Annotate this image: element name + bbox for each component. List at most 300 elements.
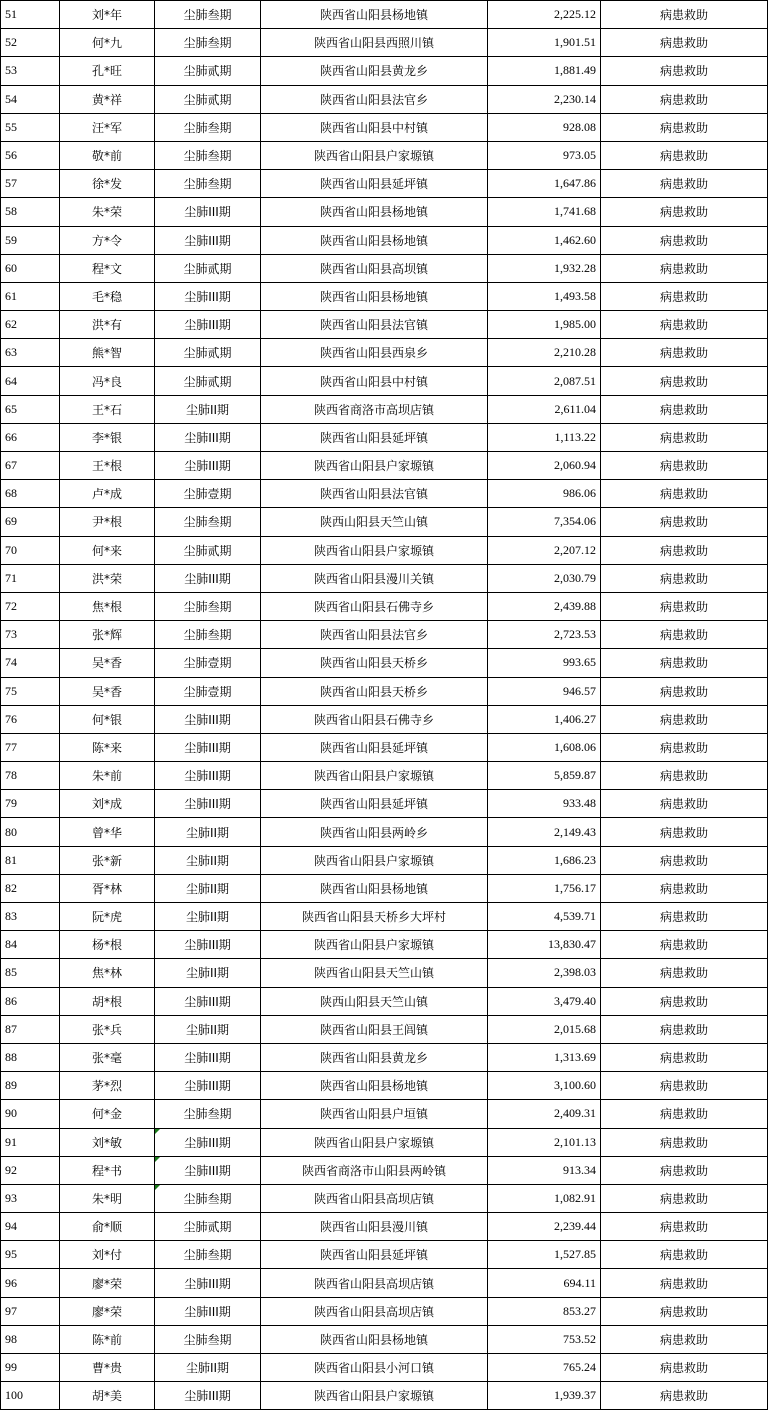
assistance-type-cell: 病患救助 xyxy=(601,959,768,987)
amount-cell: 853.27 xyxy=(488,1297,601,1325)
disease-stage-cell: 尘肺III期 xyxy=(155,423,261,451)
row-number-cell: 57 xyxy=(1,170,60,198)
assistance-type-cell: 病患救助 xyxy=(601,621,768,649)
disease-stage-cell: 尘肺III期 xyxy=(155,1297,261,1325)
patient-name-cell: 朱*荣 xyxy=(60,198,155,226)
row-number-cell: 59 xyxy=(1,226,60,254)
patient-name-cell: 何*银 xyxy=(60,705,155,733)
disease-stage-cell: 尘肺叁期 xyxy=(155,113,261,141)
disease-stage-cell: 尘肺III期 xyxy=(155,705,261,733)
row-number-cell: 95 xyxy=(1,1241,60,1269)
assistance-type-cell: 病患救助 xyxy=(601,1128,768,1156)
table-row xyxy=(1,311,768,339)
disease-stage-cell: 尘肺III期 xyxy=(155,1269,261,1297)
disease-stage-cell: 尘肺III期 xyxy=(155,987,261,1015)
patient-name-cell: 方*令 xyxy=(60,226,155,254)
amount-cell: 2,087.51 xyxy=(488,367,601,395)
patient-name-cell: 孔*旺 xyxy=(60,57,155,85)
amount-cell: 933.48 xyxy=(488,790,601,818)
disease-stage-cell: 尘肺III期 xyxy=(155,931,261,959)
row-number-cell: 99 xyxy=(1,1354,60,1382)
table-row xyxy=(1,677,768,705)
amount-cell: 993.65 xyxy=(488,649,601,677)
disease-stage-cell: 尘肺III期 xyxy=(155,1072,261,1100)
table-row xyxy=(1,1,768,29)
disease-stage-cell: 尘肺II期 xyxy=(155,846,261,874)
table-row xyxy=(1,762,768,790)
disease-stage-cell: 尘肺III期 xyxy=(155,1043,261,1071)
amount-cell: 4,539.71 xyxy=(488,903,601,931)
table-row xyxy=(1,508,768,536)
disease-stage-cell: 尘肺叁期 xyxy=(155,621,261,649)
row-number-cell: 80 xyxy=(1,818,60,846)
row-number-cell: 87 xyxy=(1,1015,60,1043)
patient-name-cell: 阮*虎 xyxy=(60,903,155,931)
assistance-type-cell: 病患救助 xyxy=(601,29,768,57)
row-number-cell: 77 xyxy=(1,733,60,761)
address-cell: 陕西省山阳县高坝镇 xyxy=(261,254,488,282)
disease-stage-cell: 尘肺叁期 xyxy=(155,170,261,198)
patient-name-cell: 王*根 xyxy=(60,452,155,480)
address-cell: 陕西省山阳县天桥乡大坪村 xyxy=(261,903,488,931)
table-row xyxy=(1,480,768,508)
address-cell: 陕西省山阳县两岭乡 xyxy=(261,818,488,846)
table-row xyxy=(1,1354,768,1382)
patient-name-cell: 杨*根 xyxy=(60,931,155,959)
amount-cell: 1,406.27 xyxy=(488,705,601,733)
table-row xyxy=(1,1184,768,1212)
address-cell: 陕西省山阳县杨地镇 xyxy=(261,198,488,226)
row-number-cell: 93 xyxy=(1,1184,60,1212)
address-cell: 陕西省山阳县延坪镇 xyxy=(261,1241,488,1269)
address-cell: 陕西省山阳县中村镇 xyxy=(261,113,488,141)
row-number-cell: 75 xyxy=(1,677,60,705)
address-cell: 陕西省山阳县西照川镇 xyxy=(261,29,488,57)
assistance-type-cell: 病患救助 xyxy=(601,1043,768,1071)
disease-stage-cell: 尘肺叁期 xyxy=(155,1241,261,1269)
disease-stage-cell: 尘肺贰期 xyxy=(155,1213,261,1241)
assistance-type-cell: 病患救助 xyxy=(601,1156,768,1184)
row-number-cell: 54 xyxy=(1,85,60,113)
table-row xyxy=(1,874,768,902)
row-number-cell: 65 xyxy=(1,395,60,423)
address-cell: 陕西省山阳县石佛寺乡 xyxy=(261,592,488,620)
row-number-cell: 61 xyxy=(1,282,60,310)
amount-cell: 1,493.58 xyxy=(488,282,601,310)
row-number-cell: 86 xyxy=(1,987,60,1015)
row-number-cell: 89 xyxy=(1,1072,60,1100)
row-number-cell: 62 xyxy=(1,311,60,339)
address-cell: 陕西山阳县天竺山镇 xyxy=(261,508,488,536)
amount-cell: 1,686.23 xyxy=(488,846,601,874)
address-cell: 陕西省山阳县石佛寺乡 xyxy=(261,705,488,733)
disease-stage-cell: 尘肺III期 xyxy=(155,790,261,818)
row-number-cell: 88 xyxy=(1,1043,60,1071)
address-cell: 陕西省山阳县漫川镇 xyxy=(261,1213,488,1241)
assistance-type-cell: 病患救助 xyxy=(601,198,768,226)
table-row xyxy=(1,1213,768,1241)
patient-name-cell: 何*来 xyxy=(60,536,155,564)
row-number-cell: 97 xyxy=(1,1297,60,1325)
row-number-cell: 100 xyxy=(1,1382,60,1410)
amount-cell: 1,462.60 xyxy=(488,226,601,254)
assistance-type-cell: 病患救助 xyxy=(601,85,768,113)
table-row xyxy=(1,423,768,451)
disease-stage-cell: 尘肺壹期 xyxy=(155,677,261,705)
patient-name-cell: 焦*根 xyxy=(60,592,155,620)
disease-stage-cell: 尘肺贰期 xyxy=(155,254,261,282)
disease-stage-cell: 尘肺贰期 xyxy=(155,367,261,395)
patient-name-cell: 陈*前 xyxy=(60,1325,155,1353)
patient-name-cell: 汪*军 xyxy=(60,113,155,141)
assistance-type-cell: 病患救助 xyxy=(601,113,768,141)
amount-cell: 928.08 xyxy=(488,113,601,141)
address-cell: 陕西省山阳县法官镇 xyxy=(261,480,488,508)
amount-cell: 2,060.94 xyxy=(488,452,601,480)
table-body xyxy=(1,1,768,1410)
assistance-type-cell: 病患救助 xyxy=(601,762,768,790)
row-number-cell: 90 xyxy=(1,1100,60,1128)
patient-name-cell: 廖*荣 xyxy=(60,1297,155,1325)
row-number-cell: 64 xyxy=(1,367,60,395)
address-cell: 陕西省山阳县高坝店镇 xyxy=(261,1184,488,1212)
table-row xyxy=(1,1072,768,1100)
disease-stage-cell: 尘肺III期 xyxy=(155,564,261,592)
amount-cell: 1,608.06 xyxy=(488,733,601,761)
row-number-cell: 67 xyxy=(1,452,60,480)
row-number-cell: 79 xyxy=(1,790,60,818)
amount-cell: 1,647.86 xyxy=(488,170,601,198)
patient-name-cell: 张*兵 xyxy=(60,1015,155,1043)
table-row xyxy=(1,367,768,395)
address-cell: 陕西省山阳县延坪镇 xyxy=(261,170,488,198)
address-cell: 陕西省山阳县王闾镇 xyxy=(261,1015,488,1043)
table-row xyxy=(1,536,768,564)
patient-name-cell: 王*石 xyxy=(60,395,155,423)
disease-stage-cell: 尘肺III期 xyxy=(155,198,261,226)
row-number-cell: 63 xyxy=(1,339,60,367)
amount-cell: 1,741.68 xyxy=(488,198,601,226)
table-row xyxy=(1,452,768,480)
patient-name-cell: 尹*根 xyxy=(60,508,155,536)
assistance-type-cell: 病患救助 xyxy=(601,931,768,959)
row-number-cell: 78 xyxy=(1,762,60,790)
assistance-type-cell: 病患救助 xyxy=(601,536,768,564)
amount-cell: 973.05 xyxy=(488,141,601,169)
amount-cell: 3,479.40 xyxy=(488,987,601,1015)
assistance-type-cell: 病患救助 xyxy=(601,1354,768,1382)
assistance-type-cell: 病患救助 xyxy=(601,1,768,29)
address-cell: 陕西省山阳县天桥乡 xyxy=(261,649,488,677)
disease-stage-cell: 尘肺III期 xyxy=(155,452,261,480)
assistance-type-cell: 病患救助 xyxy=(601,733,768,761)
assistance-type-cell: 病患救助 xyxy=(601,677,768,705)
table-row xyxy=(1,1269,768,1297)
assistance-type-cell: 病患救助 xyxy=(601,1213,768,1241)
disease-stage-cell: 尘肺贰期 xyxy=(155,85,261,113)
disease-stage-cell: 尘肺叁期 xyxy=(155,592,261,620)
assistance-type-cell: 病患救助 xyxy=(601,395,768,423)
amount-cell: 13,830.47 xyxy=(488,931,601,959)
amount-cell: 2,409.31 xyxy=(488,1100,601,1128)
address-cell: 陕西省山阳县户家塬镇 xyxy=(261,762,488,790)
row-number-cell: 92 xyxy=(1,1156,60,1184)
table-row xyxy=(1,282,768,310)
assistance-type-cell: 病患救助 xyxy=(601,818,768,846)
table-row xyxy=(1,339,768,367)
table-row xyxy=(1,254,768,282)
disease-stage-cell: 尘肺叁期 xyxy=(155,141,261,169)
amount-cell: 1,881.49 xyxy=(488,57,601,85)
disease-stage-cell: 尘肺叁期 xyxy=(155,1325,261,1353)
address-cell: 陕西省山阳县杨地镇 xyxy=(261,226,488,254)
assistance-type-cell: 病患救助 xyxy=(601,282,768,310)
table-row xyxy=(1,29,768,57)
table-row xyxy=(1,113,768,141)
patient-name-cell: 洪*有 xyxy=(60,311,155,339)
patient-name-cell: 俞*顺 xyxy=(60,1213,155,1241)
disease-stage-cell: 尘肺壹期 xyxy=(155,480,261,508)
patient-name-cell: 张*辉 xyxy=(60,621,155,649)
assistance-type-cell: 病患救助 xyxy=(601,1297,768,1325)
address-cell: 陕西省山阳县高坝店镇 xyxy=(261,1297,488,1325)
patient-name-cell: 程*文 xyxy=(60,254,155,282)
row-number-cell: 73 xyxy=(1,621,60,649)
patient-name-cell: 吴*香 xyxy=(60,677,155,705)
disease-stage-cell: 尘肺II期 xyxy=(155,395,261,423)
patient-name-cell: 曹*贵 xyxy=(60,1354,155,1382)
address-cell: 陕西省山阳县杨地镇 xyxy=(261,1325,488,1353)
address-cell: 陕西省山阳县西泉乡 xyxy=(261,339,488,367)
table-row xyxy=(1,1128,768,1156)
amount-cell: 1,082.91 xyxy=(488,1184,601,1212)
disease-stage-cell: 尘肺贰期 xyxy=(155,536,261,564)
amount-cell: 1,527.85 xyxy=(488,1241,601,1269)
patient-name-cell: 曾*华 xyxy=(60,818,155,846)
assistance-type-cell: 病患救助 xyxy=(601,1241,768,1269)
patient-name-cell: 何*九 xyxy=(60,29,155,57)
patient-name-cell: 程*书 xyxy=(60,1156,155,1184)
table-row xyxy=(1,1382,768,1410)
address-cell: 陕西省山阳县法官乡 xyxy=(261,621,488,649)
table-row xyxy=(1,226,768,254)
row-number-cell: 74 xyxy=(1,649,60,677)
amount-cell: 2,149.43 xyxy=(488,818,601,846)
patient-name-cell: 刘*年 xyxy=(60,1,155,29)
row-number-cell: 96 xyxy=(1,1269,60,1297)
patient-name-cell: 廖*荣 xyxy=(60,1269,155,1297)
assistance-type-cell: 病患救助 xyxy=(601,1325,768,1353)
patient-name-cell: 刘*敏 xyxy=(60,1128,155,1156)
patient-name-cell: 焦*林 xyxy=(60,959,155,987)
table-row xyxy=(1,198,768,226)
disease-stage-cell: 尘肺III期 xyxy=(155,1128,261,1156)
patient-name-cell: 刘*付 xyxy=(60,1241,155,1269)
assistance-type-cell: 病患救助 xyxy=(601,367,768,395)
assistance-type-cell: 病患救助 xyxy=(601,1015,768,1043)
table-row xyxy=(1,818,768,846)
amount-cell: 694.11 xyxy=(488,1269,601,1297)
assistance-type-cell: 病患救助 xyxy=(601,339,768,367)
table-row xyxy=(1,705,768,733)
amount-cell: 3,100.60 xyxy=(488,1072,601,1100)
assistance-type-cell: 病患救助 xyxy=(601,1184,768,1212)
patient-name-cell: 胥*林 xyxy=(60,874,155,902)
address-cell: 陕西省山阳县户家塬镇 xyxy=(261,141,488,169)
amount-cell: 753.52 xyxy=(488,1325,601,1353)
table-row xyxy=(1,733,768,761)
patient-name-cell: 李*银 xyxy=(60,423,155,451)
assistance-type-cell: 病患救助 xyxy=(601,1072,768,1100)
amount-cell: 7,354.06 xyxy=(488,508,601,536)
assistance-type-cell: 病患救助 xyxy=(601,790,768,818)
assistance-type-cell: 病患救助 xyxy=(601,311,768,339)
row-number-cell: 51 xyxy=(1,1,60,29)
disease-stage-cell: 尘肺III期 xyxy=(155,733,261,761)
table-row xyxy=(1,931,768,959)
assistance-type-cell: 病患救助 xyxy=(601,1269,768,1297)
row-number-cell: 68 xyxy=(1,480,60,508)
amount-cell: 1,113.22 xyxy=(488,423,601,451)
disease-stage-cell: 尘肺II期 xyxy=(155,1354,261,1382)
row-number-cell: 81 xyxy=(1,846,60,874)
row-number-cell: 76 xyxy=(1,705,60,733)
patient-name-cell: 洪*荣 xyxy=(60,564,155,592)
amount-cell: 2,439.88 xyxy=(488,592,601,620)
address-cell: 陕西省山阳县延坪镇 xyxy=(261,423,488,451)
amount-cell: 1,932.28 xyxy=(488,254,601,282)
table-row xyxy=(1,987,768,1015)
disease-stage-cell: 尘肺贰期 xyxy=(155,57,261,85)
patient-name-cell: 朱*前 xyxy=(60,762,155,790)
table-row xyxy=(1,57,768,85)
disease-stage-cell: 尘肺III期 xyxy=(155,1156,261,1184)
table-row xyxy=(1,1043,768,1071)
address-cell: 陕西省山阳县高坝店镇 xyxy=(261,1269,488,1297)
address-cell: 陕西省山阳县延坪镇 xyxy=(261,733,488,761)
amount-cell: 2,225.12 xyxy=(488,1,601,29)
row-number-cell: 83 xyxy=(1,903,60,931)
patient-name-cell: 卢*成 xyxy=(60,480,155,508)
address-cell: 陕西省山阳县杨地镇 xyxy=(261,1072,488,1100)
row-number-cell: 98 xyxy=(1,1325,60,1353)
assistance-type-cell: 病患救助 xyxy=(601,649,768,677)
amount-cell: 2,030.79 xyxy=(488,564,601,592)
amount-cell: 2,239.44 xyxy=(488,1213,601,1241)
disease-stage-cell: 尘肺III期 xyxy=(155,282,261,310)
row-number-cell: 84 xyxy=(1,931,60,959)
patient-name-cell: 张*新 xyxy=(60,846,155,874)
disease-stage-cell: 尘肺II期 xyxy=(155,1015,261,1043)
address-cell: 陕西省山阳县户家塬镇 xyxy=(261,452,488,480)
amount-cell: 1,939.37 xyxy=(488,1382,601,1410)
row-number-cell: 56 xyxy=(1,141,60,169)
amount-cell: 1,756.17 xyxy=(488,874,601,902)
table-row xyxy=(1,85,768,113)
assistance-type-cell: 病患救助 xyxy=(601,254,768,282)
assistance-type-cell: 病患救助 xyxy=(601,226,768,254)
address-cell: 陕西省商洛市山阳县两岭镇 xyxy=(261,1156,488,1184)
row-number-cell: 66 xyxy=(1,423,60,451)
amount-cell: 946.57 xyxy=(488,677,601,705)
assistance-type-cell: 病患救助 xyxy=(601,987,768,1015)
row-number-cell: 71 xyxy=(1,564,60,592)
address-cell: 陕西省山阳县小河口镇 xyxy=(261,1354,488,1382)
disease-stage-cell: 尘肺III期 xyxy=(155,1382,261,1410)
disease-stage-cell: 尘肺II期 xyxy=(155,903,261,931)
assistance-type-cell: 病患救助 xyxy=(601,423,768,451)
amount-cell: 2,230.14 xyxy=(488,85,601,113)
amount-cell: 2,210.28 xyxy=(488,339,601,367)
patient-name-cell: 吴*香 xyxy=(60,649,155,677)
row-number-cell: 52 xyxy=(1,29,60,57)
row-number-cell: 69 xyxy=(1,508,60,536)
assistance-type-cell: 病患救助 xyxy=(601,480,768,508)
patient-name-cell: 熊*智 xyxy=(60,339,155,367)
assistance-type-cell: 病患救助 xyxy=(601,141,768,169)
assistance-type-cell: 病患救助 xyxy=(601,452,768,480)
assistance-type-cell: 病患救助 xyxy=(601,564,768,592)
assistance-type-cell: 病患救助 xyxy=(601,592,768,620)
table-row xyxy=(1,1241,768,1269)
address-cell: 陕西省山阳县杨地镇 xyxy=(261,282,488,310)
table-row xyxy=(1,621,768,649)
table-row xyxy=(1,1100,768,1128)
assistance-type-cell: 病患救助 xyxy=(601,1382,768,1410)
amount-cell: 1,901.51 xyxy=(488,29,601,57)
disease-stage-cell: 尘肺叁期 xyxy=(155,29,261,57)
table-row xyxy=(1,592,768,620)
patient-name-cell: 毛*稳 xyxy=(60,282,155,310)
amount-cell: 2,015.68 xyxy=(488,1015,601,1043)
address-cell: 陕西省山阳县户垣镇 xyxy=(261,1100,488,1128)
disease-stage-cell: 尘肺II期 xyxy=(155,818,261,846)
disease-stage-cell: 尘肺II期 xyxy=(155,874,261,902)
table-row xyxy=(1,1156,768,1184)
amount-cell: 5,859.87 xyxy=(488,762,601,790)
patient-name-cell: 敬*前 xyxy=(60,141,155,169)
assistance-type-cell: 病患救助 xyxy=(601,846,768,874)
disease-stage-cell: 尘肺III期 xyxy=(155,311,261,339)
row-number-cell: 70 xyxy=(1,536,60,564)
table-row xyxy=(1,1297,768,1325)
table-row xyxy=(1,564,768,592)
address-cell: 陕西省山阳县延坪镇 xyxy=(261,790,488,818)
amount-cell: 2,723.53 xyxy=(488,621,601,649)
disease-stage-cell: 尘肺壹期 xyxy=(155,649,261,677)
row-number-cell: 94 xyxy=(1,1213,60,1241)
address-cell: 陕西省山阳县户家塬镇 xyxy=(261,846,488,874)
assistance-type-cell: 病患救助 xyxy=(601,1100,768,1128)
table-row xyxy=(1,790,768,818)
disease-stage-cell: 尘肺II期 xyxy=(155,959,261,987)
address-cell: 陕西省山阳县黄龙乡 xyxy=(261,57,488,85)
disease-stage-cell: 尘肺叁期 xyxy=(155,1100,261,1128)
amount-cell: 765.24 xyxy=(488,1354,601,1382)
table-row xyxy=(1,903,768,931)
address-cell: 陕西省山阳县杨地镇 xyxy=(261,1,488,29)
row-number-cell: 55 xyxy=(1,113,60,141)
row-number-cell: 91 xyxy=(1,1128,60,1156)
row-number-cell: 58 xyxy=(1,198,60,226)
amount-cell: 2,398.03 xyxy=(488,959,601,987)
address-cell: 陕西省山阳县户家塬镇 xyxy=(261,1128,488,1156)
address-cell: 陕西省商洛市高坝店镇 xyxy=(261,395,488,423)
patient-name-cell: 茅*烈 xyxy=(60,1072,155,1100)
address-cell: 陕西省山阳县天桥乡 xyxy=(261,677,488,705)
row-number-cell: 60 xyxy=(1,254,60,282)
amount-cell: 986.06 xyxy=(488,480,601,508)
